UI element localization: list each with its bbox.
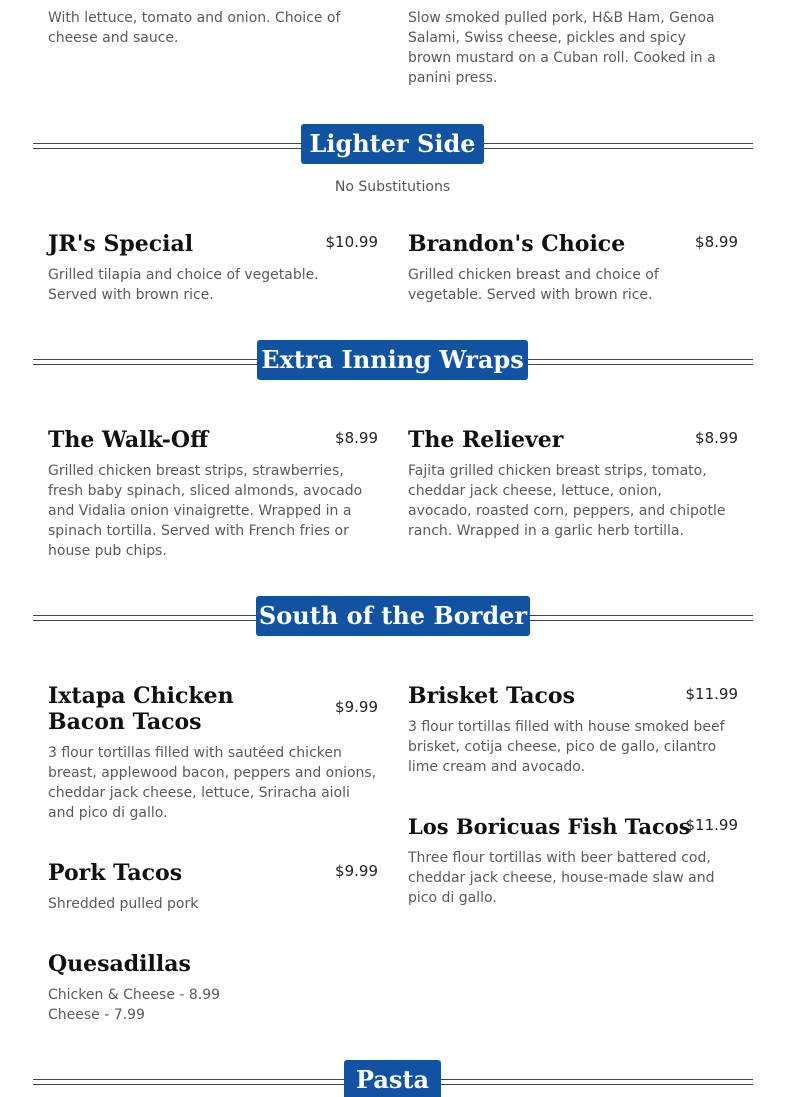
item-price: $8.99	[695, 429, 738, 447]
item-price: $8.99	[695, 233, 738, 251]
item-title: Brandon's Choice	[408, 231, 626, 257]
item-description: Fajita grilled chicken breast strips, tomato, cheddar jack cheese, lettuce, onion, avocado, roasted corn, peppers, and chipotle ranch. Wrapped in a garlic herb tortilla.	[408, 463, 726, 539]
item-option-line: Chicken & Cheese - 8.99	[48, 987, 221, 1003]
item-description: Grilled chicken breast and choice of vegetable. Served with brown rice.	[408, 267, 659, 303]
item-description: Shredded pulled pork	[48, 896, 199, 912]
section-heading-lighter-side: Lighter Side	[301, 124, 484, 164]
item-title: Brisket Tacos	[408, 683, 575, 709]
section-heading-pasta: Pasta	[344, 1060, 441, 1097]
item-description: 3 flour tortillas filled with house smoked beef brisket, cotija cheese, pico de gallo, cilantro lime cream and avocado.	[408, 719, 725, 775]
section-note: No Substitutions	[334, 179, 451, 195]
item-price: $11.99	[685, 816, 738, 834]
item-price: $11.99	[685, 685, 738, 703]
item-price: $8.99	[335, 429, 378, 447]
item-description: Grilled chicken breast strips, strawberries, fresh baby spinach, sliced almonds, avocado and Vidalia onion vinaigrette. Wrapped in a spinach tortilla. Served with French fries or house pub chips.	[48, 463, 363, 559]
item-description: With lettuce, tomato and onion. Choice of cheese and sauce.	[48, 10, 341, 46]
section-heading-south-of-the-border: South of the Border	[256, 596, 530, 636]
item-title: The Walk-Off	[48, 427, 209, 453]
item-description: Slow smoked pulled pork, H&B Ham, Genoa Salami, Swiss cheese, pickles and spicy brown mustard on a Cuban roll. Cooked in a panini press.	[408, 10, 716, 86]
item-description: Three flour tortillas with beer battered cod, cheddar jack cheese, house-made slaw and pico di gallo.	[408, 850, 715, 906]
item-description: Grilled tilapia and choice of vegetable. Served with brown rice.	[48, 267, 319, 303]
item-option-line: Cheese - 7.99	[48, 1007, 145, 1023]
item-price: $9.99	[335, 862, 378, 880]
item-title: Ixtapa Chicken Bacon Tacos	[48, 683, 234, 735]
item-price: $10.99	[325, 233, 378, 251]
item-title: JR's Special	[48, 231, 194, 257]
item-title: The Reliever	[408, 427, 564, 453]
item-title: Quesadillas	[48, 951, 191, 977]
item-description: 3 flour tortillas filled with sautéed chicken breast, applewood bacon, peppers and onions, cheddar jack cheese, lettuce, Sriracha aioli and pico di gallo.	[48, 745, 377, 821]
section-heading-extra-inning-wraps: Extra Inning Wraps	[257, 340, 528, 380]
item-title: Pork Tacos	[48, 860, 183, 886]
item-title: Los Boricuas Fish Tacos	[408, 814, 691, 839]
item-price: $9.99	[335, 698, 378, 716]
